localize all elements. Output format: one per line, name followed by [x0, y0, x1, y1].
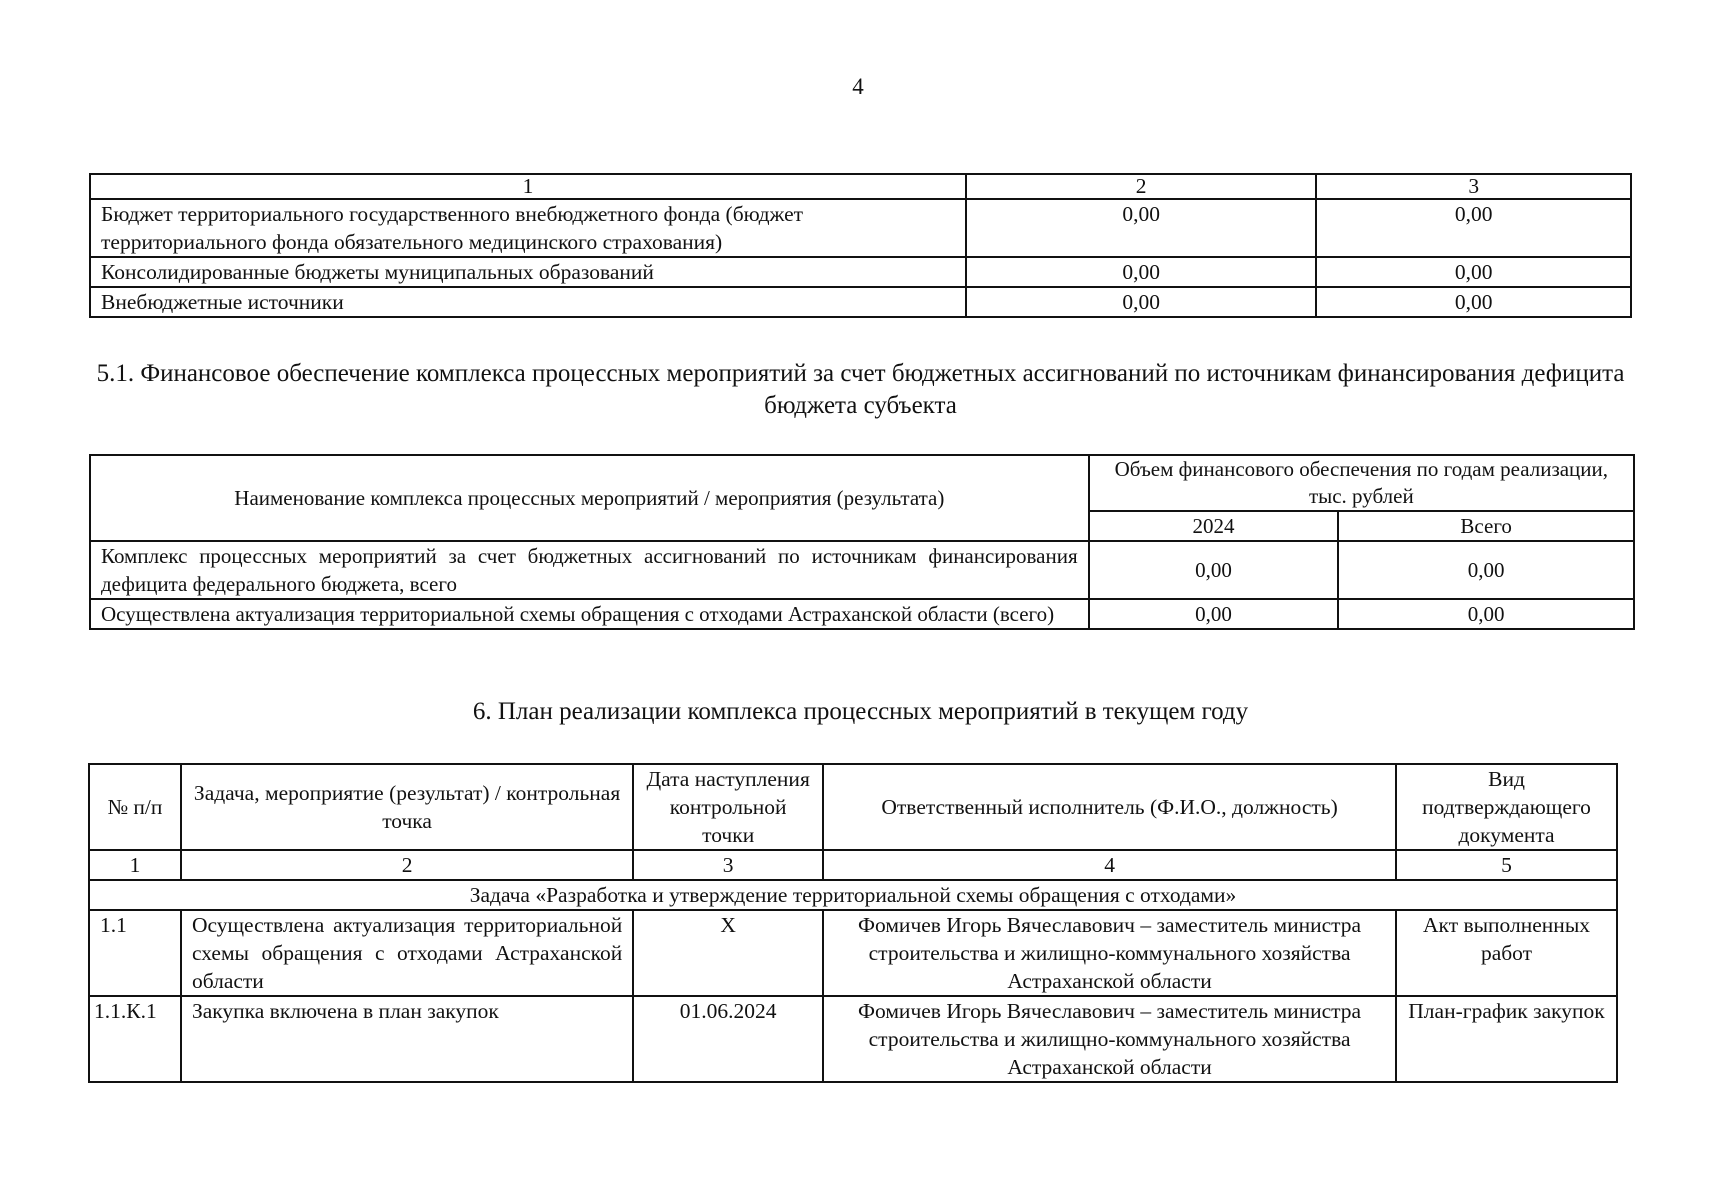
column-header-name: Наименование комплекса процессных мероприятий / мероприятия (результата) [90, 455, 1089, 541]
table-row [90, 541, 1634, 599]
column-number-4: 4 [823, 850, 1396, 880]
row-number: 1.1 [89, 910, 181, 996]
column-header-task: Задача, мероприятие (результат) / контрольная точка [181, 764, 633, 850]
table-row [90, 287, 1631, 317]
column-number-5: 5 [1396, 850, 1617, 880]
column-number-2: 2 [181, 850, 633, 880]
table-row [89, 996, 1617, 1082]
column-number-2: 2 [966, 174, 1317, 199]
row-date: 01.06.2024 [633, 996, 823, 1082]
source-name: Консолидированные бюджеты муниципальных образований [90, 257, 966, 287]
column-header-num: № п/п [89, 764, 181, 850]
table-row [90, 257, 1631, 287]
value-year: 0,00 [1089, 541, 1339, 599]
section-5-1-title: 5.1. Финансовое обеспечение комплекса процессных мероприятий за счет бюджетных ассигнований по источникам финансирования дефицита бюджета субъекта [96, 360, 1625, 419]
source-value: 0,00 [966, 199, 1317, 257]
column-number-1: 1 [90, 174, 966, 199]
table-header-row [90, 455, 1634, 511]
source-name: Внебюджетные источники [90, 287, 966, 317]
column-header-date: Дата наступления контрольной точки [633, 764, 823, 850]
column-number-3: 3 [633, 850, 823, 880]
table-row [90, 599, 1634, 629]
value-year: 0,00 [1089, 599, 1339, 629]
implementation-plan-table [88, 763, 1618, 1083]
task-row [89, 880, 1617, 910]
source-name: Бюджет территориального государственного внебюджетного фонда (бюджет территориального фонда обязательного медицинского страхования) [90, 199, 966, 257]
column-header-year: 2024 [1089, 511, 1339, 541]
funding-sources-table [89, 173, 1632, 318]
section-6-title: 6. План реализации комплекса процессных мероприятий в текущем году [472, 698, 1249, 725]
row-task: Осуществлена актуализация территориальной схемы обращения с отходами Астраханской области [181, 910, 633, 996]
column-header-executor: Ответственный исполнитель (Ф.И.О., должность) [823, 764, 1396, 850]
measure-name: Комплекс процессных мероприятий за счет бюджетных ассигнований по источникам финансирования дефицита федерального бюджета, всего [90, 541, 1089, 599]
table-header-row [89, 764, 1617, 850]
value-total: 0,00 [1338, 599, 1634, 629]
column-number-3: 3 [1316, 174, 1631, 199]
value-total: 0,00 [1338, 541, 1634, 599]
task-title: Задача «Разработка и утверждение территориальной схемы обращения с отходами» [89, 880, 1617, 910]
page-number: 4 [852, 74, 864, 99]
financing-deficit-table [89, 454, 1635, 630]
row-number: 1.1.К.1 [89, 996, 181, 1082]
row-date: Х [633, 910, 823, 996]
table-row [89, 910, 1617, 996]
column-header-total: Всего [1338, 511, 1634, 541]
measure-name: Осуществлена актуализация территориальной схемы обращения с отходами Астраханской области (всего) [90, 599, 1089, 629]
source-value: 0,00 [966, 287, 1317, 317]
source-value: 0,00 [1316, 257, 1631, 287]
column-header-document: Вид подтверждающего документа [1396, 764, 1617, 850]
row-document: План-график закупок [1396, 996, 1617, 1082]
source-value: 0,00 [1316, 287, 1631, 317]
row-executor: Фомичев Игорь Вячеславович – заместитель министра строительства и жилищно-коммунального хозяйства Астраханской области [823, 996, 1396, 1082]
source-value: 0,00 [966, 257, 1317, 287]
column-numbers-row [89, 850, 1617, 880]
row-executor: Фомичев Игорь Вячеславович – заместитель министра строительства и жилищно-коммунального хозяйства Астраханской области [823, 910, 1396, 996]
row-task: Закупка включена в план закупок [181, 996, 633, 1082]
source-value: 0,00 [1316, 199, 1631, 257]
table-header-row [90, 174, 1631, 199]
column-header-volume: Объем финансового обеспечения по годам реализации, тыс. рублей [1089, 455, 1634, 511]
column-number-1: 1 [89, 850, 181, 880]
table-row [90, 199, 1631, 257]
row-document: Акт выполненных работ [1396, 910, 1617, 996]
